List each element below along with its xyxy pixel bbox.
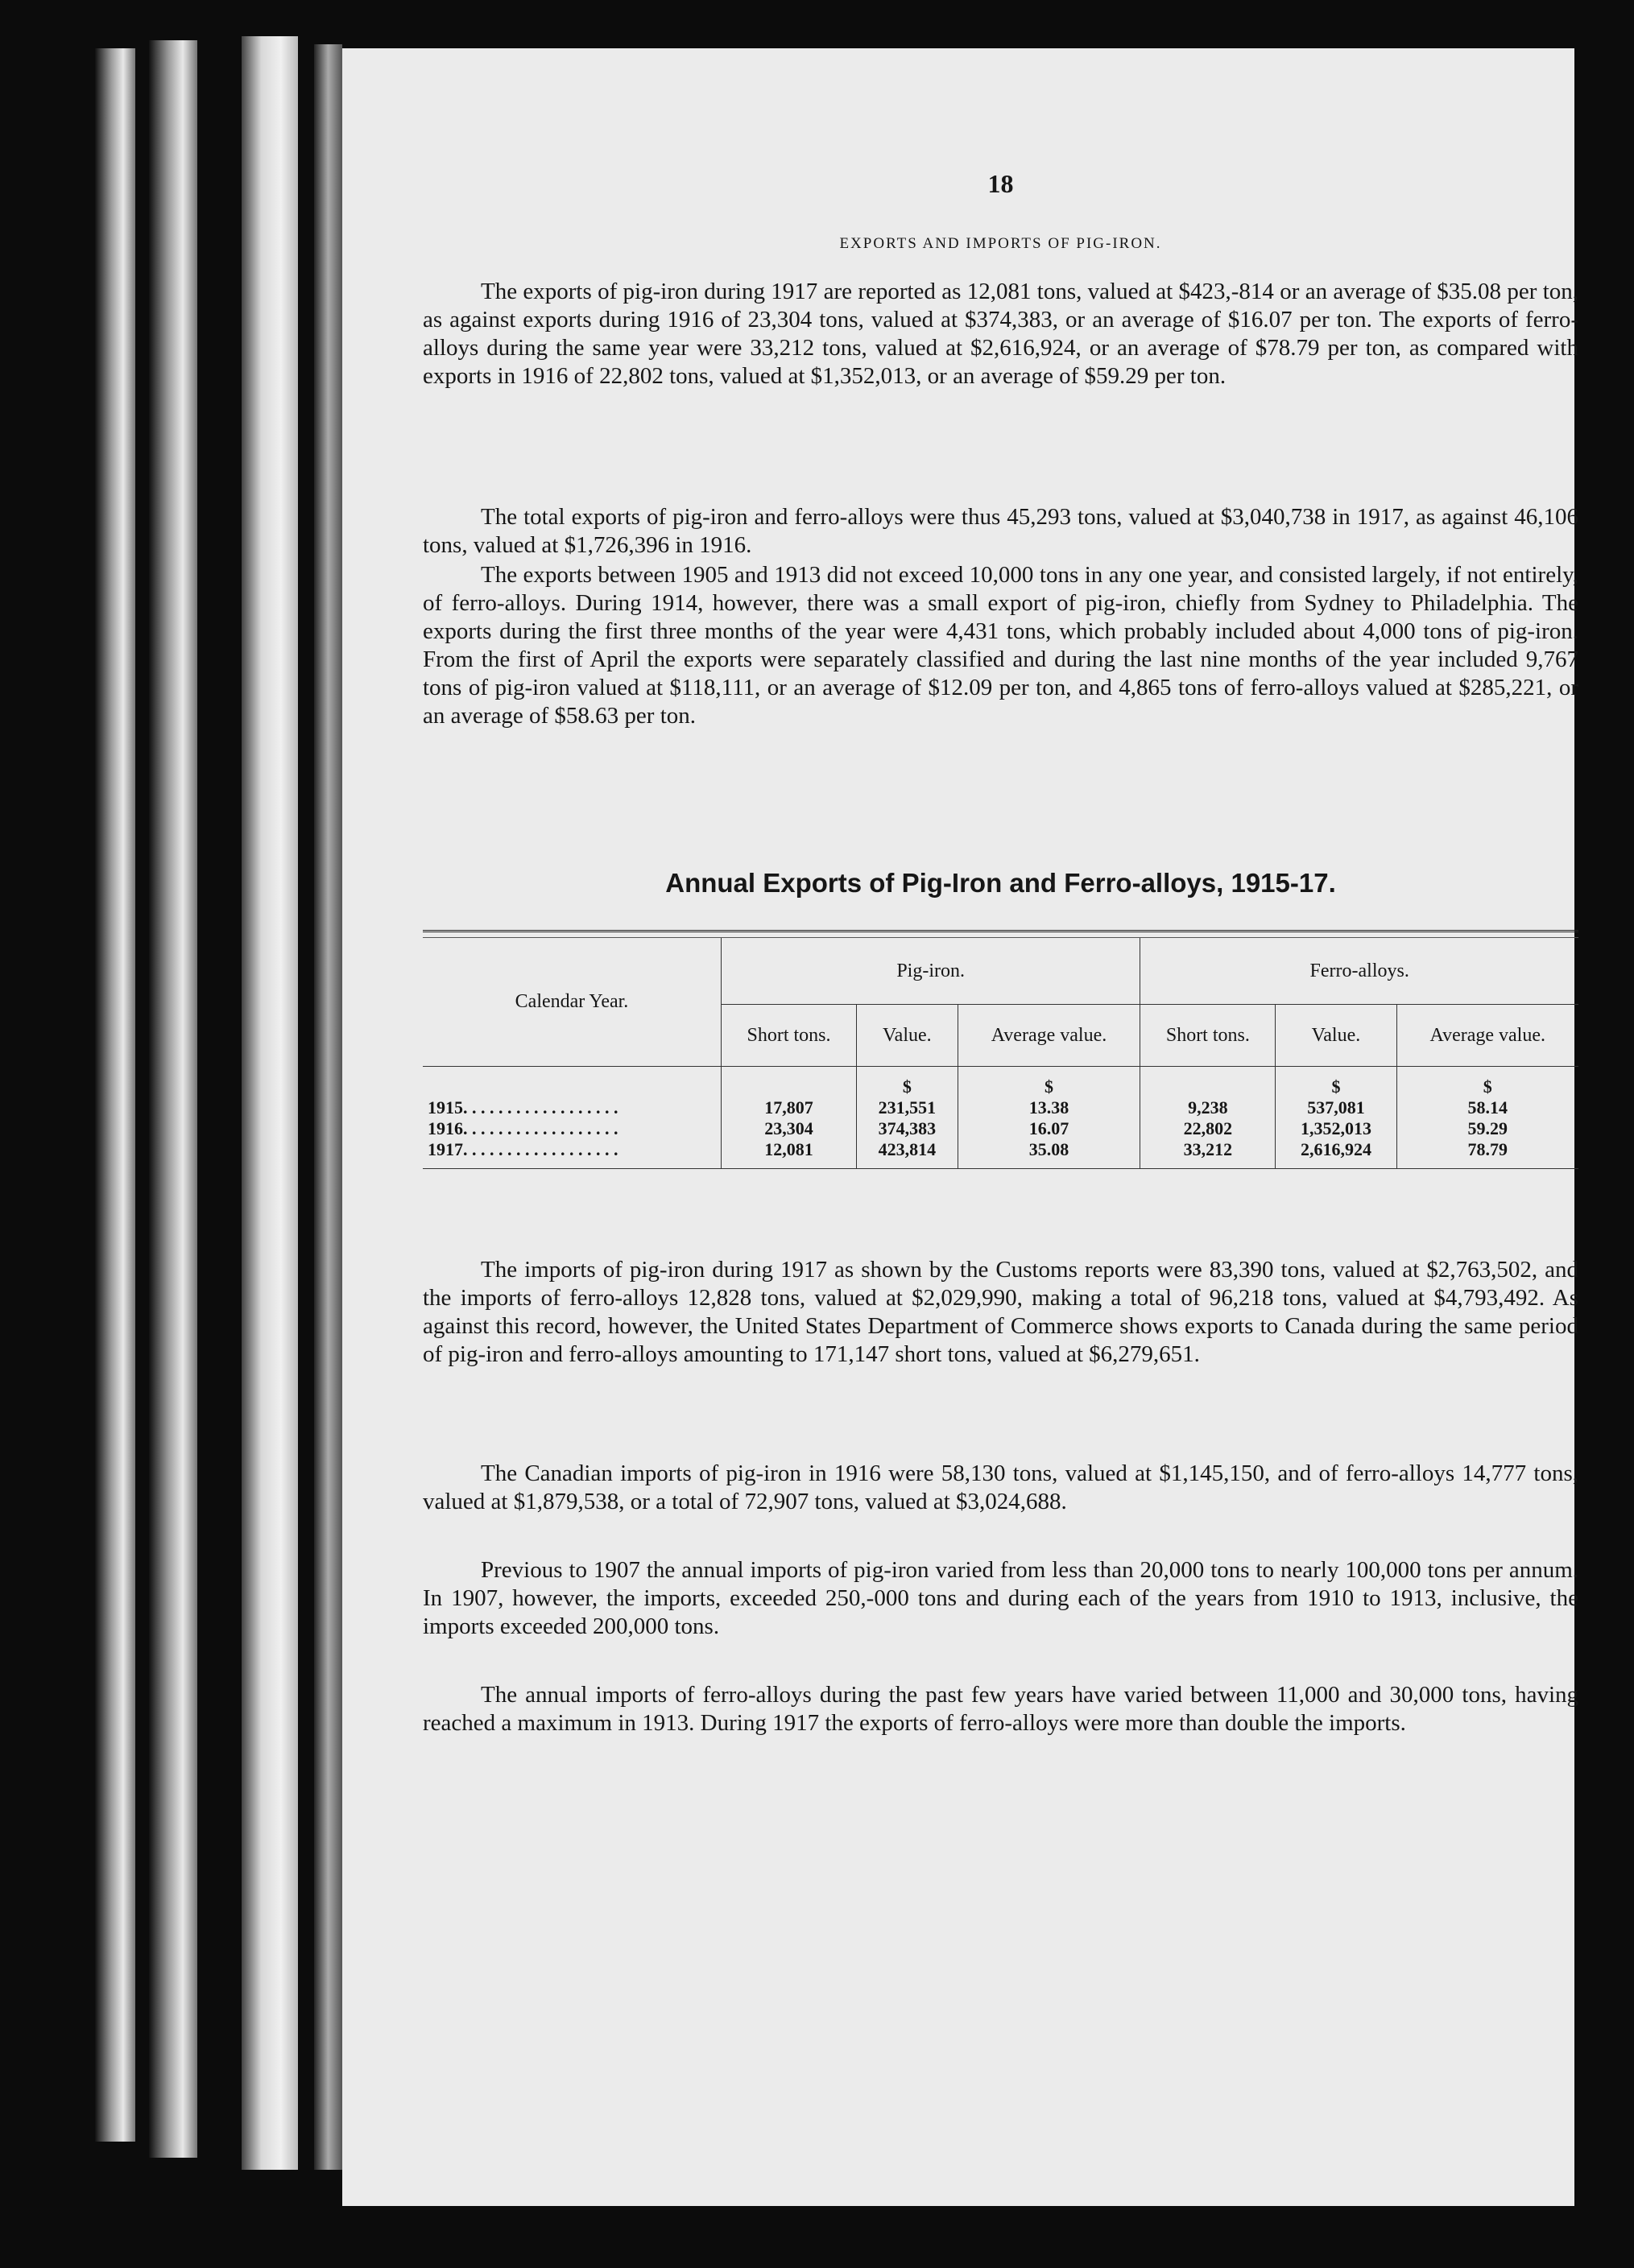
paragraph: The exports of pig-iron during 1917 are reported as 12,081 tons, valued at $423,-814 or an average of $35.08 per ton, as against exports during 1916 of 23,304 tons, valued at $374,383, or an average of $16.07 per ton. The exports of ferro-alloys during the same year were 33,212 tons, valued at $2,616,924, or an average of $78.79 per ton, as compared with exports in 1916 of 22,802 tons, valued at $1,352,013, or an average of $59.29 per ton. bbox=[423, 279, 1578, 389]
exports-table bbox=[423, 930, 1578, 1169]
book-page bbox=[342, 48, 1578, 2206]
column-header: Value. bbox=[857, 1005, 958, 1067]
book-edge bbox=[95, 48, 135, 2142]
table-top-rule bbox=[423, 930, 1578, 938]
year-header: Calendar Year. bbox=[423, 938, 722, 1067]
table-row: 1915. . . . . . . . . . . . . . . . . . 17,807 231,551 13.38 9,238 537,081 58.14 bbox=[423, 1097, 1578, 1118]
column-header: Value. bbox=[1276, 1005, 1396, 1067]
column-header: Short tons. bbox=[1140, 1005, 1276, 1067]
paragraph: Previous to 1907 the annual imports of pig-iron varied from less than 20,000 tons to nearly 100,000 tons per annum. In 1907, however, the imports, exceeded 250,-000 tons and during each of the years from 1910 to 1913, inclusive, the imports exceeded 200,000 tons. bbox=[423, 1557, 1578, 1639]
ferro-alloys-header: Ferro-alloys. bbox=[1140, 938, 1578, 1005]
column-header: Average value. bbox=[958, 1005, 1140, 1067]
paragraph: The annual imports of ferro-alloys during the past few years have varied between 11,000 and 30,000 tons, having reached a maximum in 1913. During 1917 the exports of ferro-alloys were more than double the imports. bbox=[423, 1682, 1578, 1736]
paragraph: The Canadian imports of pig-iron in 1916 were 58,130 tons, valued at $1,145,150, and of ferro-alloys 14,777 tons, valued at $1,879,538, or a total of 72,907 tons, valued at $3,024,688. bbox=[423, 1460, 1578, 1514]
paragraph: The exports between 1905 and 1913 did not exceed 10,000 tons in any one year, and consisted largely, if not entirely, of ferro-alloys. During 1914, however, there was a small export of pig-iron, chiefly from Sydney to Philadelphia. The exports during the first three months of the year were 4,431 tons, which probably included about 4,000 tons of pig-iron. From the first of April the exports were separately classified and during the last nine months of the year included 9,767 tons of pig-iron valued at $118,111, or an average of $12.09 per ton, and 4,865 tons of ferro-alloys valued at $285,221, or an average of $58.63 per ton. bbox=[423, 562, 1578, 729]
book-edge bbox=[242, 36, 298, 2170]
year-cell: 1917. . . . . . . . . . . . . . . . . . bbox=[428, 1139, 618, 1159]
table-row: 1917. . . . . . . . . . . . . . . . . . 12,081 423,814 35.08 33,212 2,616,924 78.79 bbox=[423, 1139, 1578, 1169]
year-cell: 1916. . . . . . . . . . . . . . . . . . bbox=[428, 1118, 618, 1138]
units-row: $ $ $ $ bbox=[423, 1067, 1578, 1098]
page-number: 18 bbox=[987, 169, 1014, 198]
book-edge bbox=[149, 40, 197, 2158]
year-cell: 1915. . . . . . . . . . . . . . . . . . bbox=[428, 1097, 618, 1117]
paragraph: The total exports of pig-iron and ferro-alloys were thus 45,293 tons, valued at $3,040,738 in 1917, as against 46,106 tons, valued at $1,726,396 in 1916. bbox=[423, 504, 1578, 558]
column-header: Average value. bbox=[1396, 1005, 1578, 1067]
book-edge bbox=[314, 44, 342, 2170]
table-title: Annual Exports of Pig-Iron and Ferro-alloys, 1915-17. bbox=[665, 868, 1336, 898]
running-head: EXPORTS AND IMPORTS OF PIG-IRON. bbox=[839, 235, 1162, 252]
column-header: Short tons. bbox=[722, 1005, 857, 1067]
pig-iron-header: Pig-iron. bbox=[722, 938, 1140, 1005]
paragraph: The imports of pig-iron during 1917 as shown by the Customs reports were 83,390 tons, valued at $2,763,502, and the imports of ferro-alloys 12,828 tons, valued at $2,029,990, making a total of 96,218 tons, valued at $4,793,492. As against this record, however, the United States Department of Commerce shows exports to Canada during the same period of pig-iron and ferro-alloys amounting to 171,147 short tons, valued at $6,279,651. bbox=[423, 1257, 1578, 1367]
table-row: 1916. . . . . . . . . . . . . . . . . . 23,304 374,383 16.07 22,802 1,352,013 59.29 bbox=[423, 1118, 1578, 1139]
